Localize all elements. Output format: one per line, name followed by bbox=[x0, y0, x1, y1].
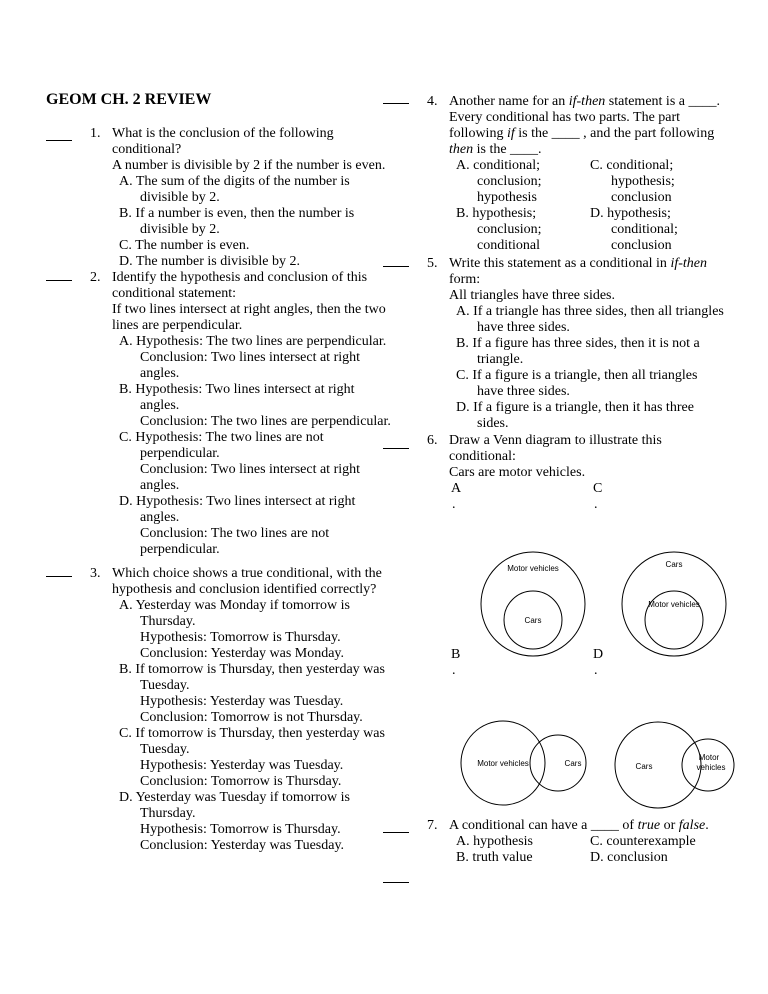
choice-d: D. The number is divisible by 2. bbox=[119, 254, 300, 269]
venn-a[interactable] bbox=[481, 552, 585, 656]
option-dot-c: . bbox=[594, 497, 598, 512]
option-dot-d: . bbox=[594, 663, 598, 678]
venn-c-label-cars: Cars bbox=[665, 560, 683, 569]
choice-d: D. If a figure is a triangle, then it has three bbox=[456, 400, 694, 415]
question-stem: A conditional can have a ____ of true or false. bbox=[449, 818, 709, 833]
choice-c: C. If tomorrow is Thursday, then yesterday was bbox=[119, 726, 385, 741]
venn-c-label-motor: Motor vehicles bbox=[648, 600, 700, 609]
question-number: 3. bbox=[90, 566, 101, 581]
choice-c-cont: hypothesis; bbox=[611, 174, 675, 189]
choice-c-cont: Hypothesis: Yesterday was Tuesday. bbox=[140, 758, 344, 773]
choice-a: A. Hypothesis: The two lines are perpendicular. bbox=[119, 334, 387, 349]
choice-d-cont: conclusion bbox=[611, 238, 672, 253]
question-stem: hypothesis and conclusion identified correctly? bbox=[112, 582, 377, 597]
choice-c-cont: have three sides. bbox=[477, 384, 570, 399]
choice-c-cont: conclusion bbox=[611, 190, 672, 205]
choice-d-cont: Conclusion: The two lines are not bbox=[140, 526, 330, 541]
choice-a-cont: Hypothesis: Tomorrow is Thursday. bbox=[140, 630, 341, 645]
option-dot-a: . bbox=[452, 497, 456, 512]
question-stem: Another name for an if-then statement is a ____. bbox=[449, 94, 720, 109]
choice-b: B. truth value bbox=[456, 850, 533, 865]
choice-a-cont: angles. bbox=[140, 366, 180, 381]
choice-b-cont: Hypothesis: Yesterday was Tuesday. bbox=[140, 694, 344, 709]
venn-d[interactable] bbox=[615, 722, 734, 808]
question-stem: All triangles have three sides. bbox=[449, 288, 616, 303]
choice-b-cont: conditional bbox=[477, 238, 540, 253]
question-stem: Cars are motor vehicles. bbox=[449, 465, 586, 480]
question-stem: Write this statement as a conditional in if-then bbox=[449, 256, 707, 271]
choice-b-cont: angles. bbox=[140, 398, 180, 413]
choice-b: B. Hypothesis: Two lines intersect at right bbox=[119, 382, 355, 397]
option-label-b: B bbox=[451, 647, 461, 662]
question-number: 2. bbox=[90, 270, 101, 285]
choice-d-cont: Conclusion: Yesterday was Tuesday. bbox=[140, 838, 345, 853]
question-number: 1. bbox=[90, 126, 101, 141]
choice-d: D. Yesterday was Tuesday if tomorrow is bbox=[119, 790, 350, 805]
question-stem: then is the ____. bbox=[449, 142, 542, 157]
choice-b-cont: Conclusion: The two lines are perpendicular. bbox=[140, 414, 391, 429]
question-stem: Every conditional has two parts. The part bbox=[449, 110, 681, 125]
choice-d-cont: angles. bbox=[140, 510, 180, 525]
venn-b-label-motor: Motor vehicles bbox=[477, 759, 529, 768]
choice-c: C. The number is even. bbox=[119, 238, 250, 253]
choice-d: D. hypothesis; bbox=[590, 206, 671, 221]
question-stem: Identify the hypothesis and conclusion of this bbox=[112, 270, 368, 285]
choice-c: C. Hypothesis: The two lines are not bbox=[119, 430, 324, 445]
option-dot-b: . bbox=[452, 663, 456, 678]
choice-a-cont: conclusion; bbox=[477, 174, 542, 189]
venn-a-label-motor: Motor vehicles bbox=[507, 564, 559, 573]
choice-a: A. Yesterday was Monday if tomorrow is bbox=[119, 598, 350, 613]
choice-c-cont: Conclusion: Two lines intersect at right bbox=[140, 462, 361, 477]
choice-a-cont: have three sides. bbox=[477, 320, 570, 335]
choice-d-cont: perpendicular. bbox=[140, 542, 220, 557]
question-stem: Which choice shows a true conditional, with the bbox=[112, 566, 382, 581]
choice-c-cont: Conclusion: Tomorrow is Thursday. bbox=[140, 774, 342, 789]
choice-a-cont: Conclusion: Yesterday was Monday. bbox=[140, 646, 345, 661]
page-title: GEOM CH. 2 REVIEW bbox=[46, 91, 212, 108]
question-stem: lines are perpendicular. bbox=[112, 318, 243, 333]
choice-b: B. If a number is even, then the number is bbox=[119, 206, 355, 221]
choice-a-cont: hypothesis bbox=[477, 190, 537, 205]
choice-c: C. If a figure is a triangle, then all triangles bbox=[456, 368, 698, 383]
choice-d-cont: conditional; bbox=[611, 222, 678, 237]
choice-a: A. conditional; bbox=[456, 158, 540, 173]
choice-d-cont: sides. bbox=[477, 416, 509, 431]
venn-d-label-vehicles: vehicles bbox=[696, 763, 726, 772]
choice-d: D. Hypothesis: Two lines intersect at right bbox=[119, 494, 356, 509]
question-stem: conditional: bbox=[449, 449, 516, 464]
choice-d-cont: Hypothesis: Tomorrow is Thursday. bbox=[140, 822, 341, 837]
venn-c[interactable] bbox=[622, 552, 726, 656]
option-label-a: A bbox=[451, 481, 462, 496]
choice-c: C. counterexample bbox=[590, 834, 696, 849]
option-label-d: D bbox=[593, 647, 604, 662]
choice-c-cont: perpendicular. bbox=[140, 446, 220, 461]
choice-d: D. conclusion bbox=[590, 850, 668, 865]
question-stem: What is the conclusion of the following bbox=[112, 126, 334, 141]
choice-b-cont: Tuesday. bbox=[140, 678, 190, 693]
question-stem: conditional? bbox=[112, 142, 182, 157]
venn-d-left-circle bbox=[615, 722, 701, 808]
choice-a: A. The sum of the digits of the number is bbox=[119, 174, 350, 189]
choice-d-cont: Thursday. bbox=[140, 806, 196, 821]
choice-a-cont: Thursday. bbox=[140, 614, 196, 629]
question-number: 5. bbox=[427, 256, 438, 271]
question-stem: Draw a Venn diagram to illustrate this bbox=[449, 433, 662, 448]
question-stem: A number is divisible by 2 if the number is even. bbox=[112, 158, 386, 173]
choice-b-cont: Conclusion: Tomorrow is not Thursday. bbox=[140, 710, 363, 725]
option-label-c: C bbox=[593, 481, 603, 496]
venn-b[interactable] bbox=[461, 721, 586, 805]
question-number: 6. bbox=[427, 433, 438, 448]
venn-d-label-motor: Motor bbox=[698, 753, 720, 762]
choice-b: B. If tomorrow is Thursday, then yesterday was bbox=[119, 662, 385, 677]
venn-a-label-cars: Cars bbox=[524, 616, 542, 625]
choice-a-cont: Conclusion: Two lines intersect at right bbox=[140, 350, 361, 365]
choice-b-cont: triangle. bbox=[477, 352, 524, 367]
choice-b-cont: conclusion; bbox=[477, 222, 542, 237]
choice-b-cont: divisible by 2. bbox=[140, 222, 220, 237]
question-stem: form: bbox=[449, 272, 481, 287]
choice-c: C. conditional; bbox=[590, 158, 674, 173]
question-stem: following if is the ____ , and the part following bbox=[449, 126, 715, 141]
venn-d-label-cars: Cars bbox=[635, 762, 653, 771]
question-stem: conditional statement: bbox=[112, 286, 237, 301]
choice-b: B. hypothesis; bbox=[456, 206, 537, 221]
choice-a-cont: divisible by 2. bbox=[140, 190, 220, 205]
question-stem: If two lines intersect at right angles, then the two bbox=[112, 302, 386, 317]
choice-c-cont: Tuesday. bbox=[140, 742, 190, 757]
choice-c-cont: angles. bbox=[140, 478, 180, 493]
venn-b-label-cars: Cars bbox=[564, 759, 582, 768]
choice-a: A. If a triangle has three sides, then all triangles bbox=[456, 304, 724, 319]
choice-a: A. hypothesis bbox=[456, 834, 533, 849]
choice-b: B. If a figure has three sides, then it is not a bbox=[456, 336, 700, 351]
question-number: 4. bbox=[427, 94, 438, 109]
question-number: 7. bbox=[427, 818, 438, 833]
